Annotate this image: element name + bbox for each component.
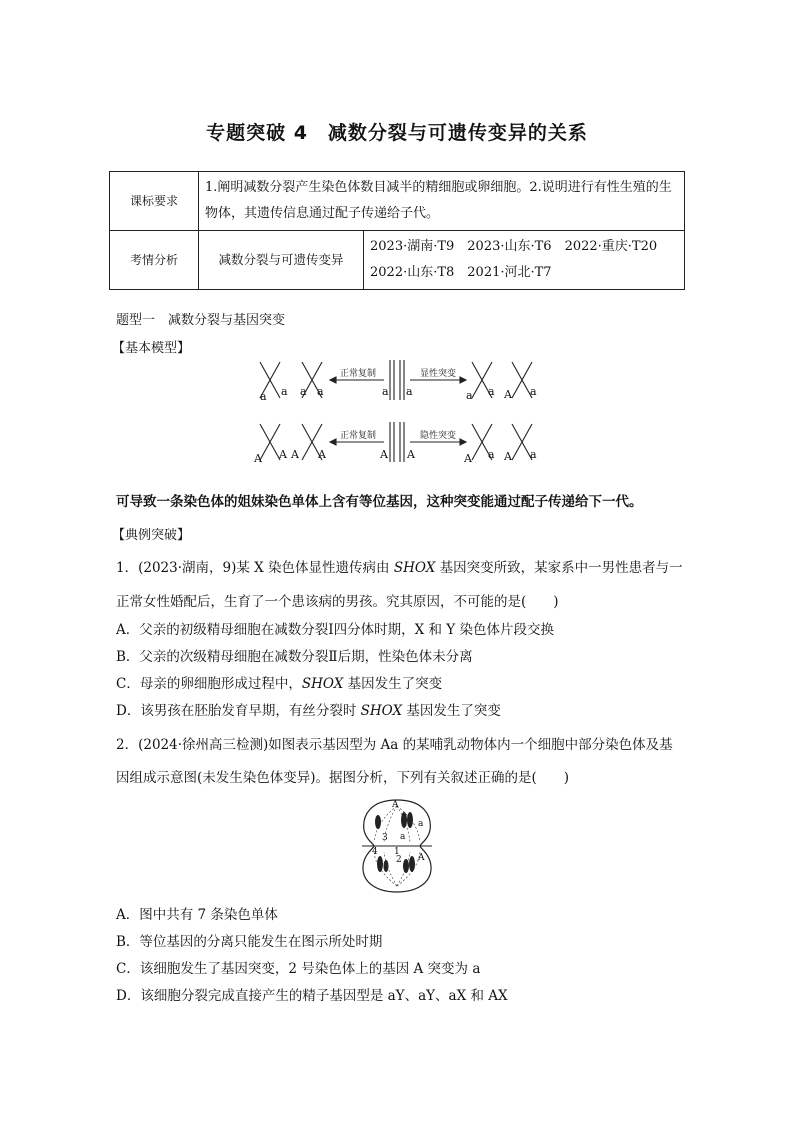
cell-label: 1 xyxy=(394,847,400,857)
q1-option-b: B．父亲的次级精母细胞在减数分裂Ⅱ后期，性染色体未分离 xyxy=(116,649,473,665)
allele-label: a xyxy=(317,385,324,398)
q2-option-b: B．等位基因的分离只能发生在图示所处时期 xyxy=(116,934,383,950)
exam-analysis-label: 考情分析 xyxy=(110,231,199,290)
q1-option-d xyxy=(116,699,501,719)
q1-option-a: A．父亲的初级精母细胞在减数分裂Ⅰ四分体时期，X 和 Y 染色体片段交换 xyxy=(116,622,554,638)
allele-label: A xyxy=(504,388,512,401)
cell-label: a xyxy=(400,832,406,842)
allele-label: a xyxy=(530,448,537,461)
standards-text: 1.阐明减数分裂产生染色体数目减半的精细胞或卵细胞。2.说明进行有性生殖的生物体，其遗传信息通过配子传递给子代。 xyxy=(199,172,685,231)
cell-label: 3 xyxy=(382,833,388,843)
allele-label: A xyxy=(318,448,326,461)
q1-opt-d-post: 基因发生了突变 xyxy=(402,703,501,719)
exam-topic: 减数分裂与可遗传变异 xyxy=(199,231,364,290)
q1-option-c xyxy=(116,672,442,692)
cell-label: A xyxy=(418,853,425,863)
allele-label: A xyxy=(254,452,262,465)
q1-stem-line2: 正常女性婚配后，生育了一个患该病的男孩。究其原因，不可能的是( ) xyxy=(116,594,559,610)
model-heading: 【基本模型】 xyxy=(112,341,191,356)
q2-stem-line1: 2．(2024·徐州高三检测)如图表示基因型为 Aa 的某哺乳动物体内一个细胞中部分染色体及基 xyxy=(116,737,673,753)
allele-label: a xyxy=(488,448,495,461)
q1-stem-post: 基因突变所致，某家系中一男性患者与一 xyxy=(435,560,683,576)
example-heading: 【典例突破】 xyxy=(112,528,191,543)
section-heading: 题型一 减数分裂与基因突变 xyxy=(116,313,286,328)
allele-label: a xyxy=(406,385,413,398)
model-conclusion: 可导致一条染色体的姐妹染色单体上含有等位基因，这种突变能通过配子传递给下一代。 xyxy=(116,494,643,510)
allele-label: A xyxy=(407,448,415,461)
standards-label: 课标要求 xyxy=(110,172,199,231)
q2-option-a: A．图中共有 7 条染色单体 xyxy=(116,907,278,923)
q1-stem-line1 xyxy=(116,556,683,576)
arrow-label-dominant: 显性突变 xyxy=(420,369,457,379)
exam-refs-line1: 2023·湖南·T9 2023·山东·T6 2022·重庆·T20 xyxy=(370,239,658,254)
q1-gene: SHOX xyxy=(360,703,403,719)
standards-table xyxy=(109,171,685,290)
allele-label: a xyxy=(260,390,267,403)
arrow-label-normal-top: 正常复制 xyxy=(340,369,377,379)
q2-option-c: C．该细胞发生了基因突变，2 号染色体上的基因 A 突变为 a xyxy=(116,961,481,977)
q1-opt-d-pre: D．该男孩在胚胎发育早期，有丝分裂时 xyxy=(116,703,361,719)
arrow-label-normal-bottom: 正常复制 xyxy=(340,431,377,441)
allele-label: a xyxy=(382,385,389,398)
allele-label: a xyxy=(281,385,288,398)
allele-label: A xyxy=(464,452,472,465)
q1-opt-c-post: 基因发生了突变 xyxy=(343,676,443,692)
allele-label: a xyxy=(300,385,307,398)
page-title: 专题突破 4 减数分裂与可遗传变异的关系 xyxy=(206,122,588,144)
allele-label: A xyxy=(291,448,299,461)
cell-label: 2 xyxy=(396,855,402,865)
exam-refs-line2: 2022·山东·T8 2021·河北·T7 xyxy=(370,265,552,280)
cell-division-diagram xyxy=(356,796,438,896)
q2-stem-line2: 因组成示意图(未发生染色体变异)。据图分析，下列有关叙述正确的是( ) xyxy=(116,770,570,786)
cell-label: a xyxy=(418,819,424,829)
allele-label: A xyxy=(380,448,388,461)
cell-label: 4 xyxy=(372,847,378,857)
allele-label: A xyxy=(279,448,287,461)
arrow-label-recessive: 隐性突变 xyxy=(420,431,457,441)
q1-gene: SHOX xyxy=(301,676,344,692)
allele-label: a xyxy=(530,385,537,398)
allele-label: a xyxy=(466,389,473,402)
allele-label: a xyxy=(488,385,495,398)
cell-label: A xyxy=(392,800,399,810)
q2-option-d: D．该细胞分裂完成直接产生的精子基因型是 aY、aY、aX 和 AX xyxy=(116,988,508,1004)
exam-references xyxy=(364,231,685,290)
allele-label: A xyxy=(504,450,512,463)
q1-gene: SHOX xyxy=(393,560,436,576)
q1-opt-c-pre: C．母亲的卵细胞形成过程中， xyxy=(116,676,302,692)
q1-stem-pre: 1．(2023·湖南，9)某 X 染色体显性遗传病由 xyxy=(116,560,394,576)
mutation-model-diagram xyxy=(250,358,550,470)
